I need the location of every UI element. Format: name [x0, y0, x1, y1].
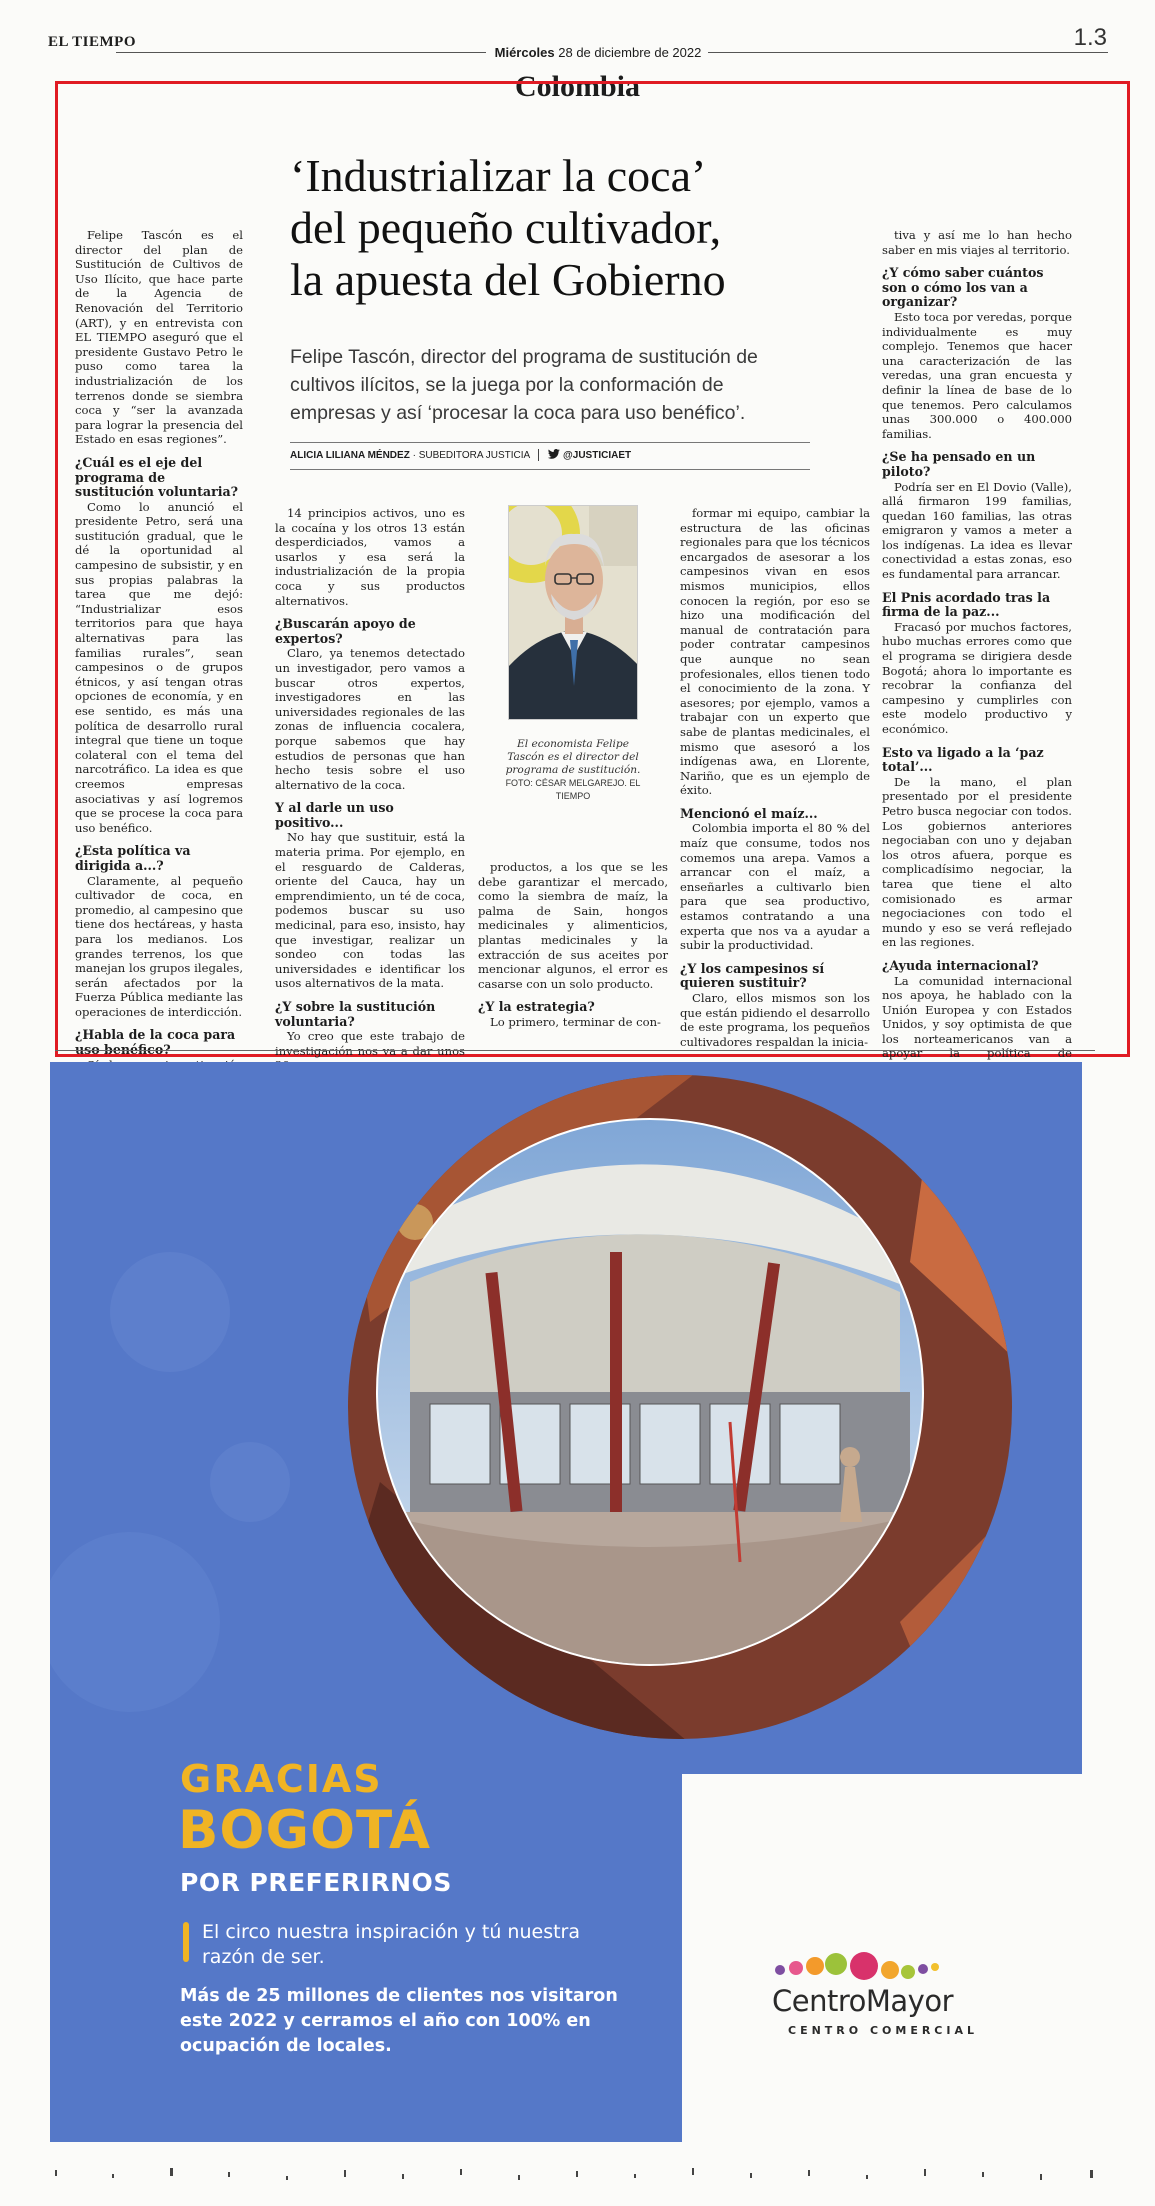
headline-line: del pequeño cultivador,: [290, 202, 722, 253]
question-heading: ¿Habla de la coca para uso benéfico?: [75, 1027, 236, 1058]
answer-paragraph: Como lo anunció el presidente Petro, será una sustitución gradual, que le dé la oportunidad al campesino de subsistir, y en sus propias palabras la tarea que me dejó: “Industrializar esos territorios para que haya alternativas para las familias rurales”, sean campesinos o de grupos étnicos, y así tengan otras opciones de economía, y en ese sentido, es más una política de desarrollo rural integral que tiene un toque colateral con el tema del narcotráfico. La idea es que creemos empresas asociativas y así logremos que se procese la coca para uso benéfico.: [75, 499, 243, 835]
issue-weekday: Miércoles: [494, 45, 555, 60]
byline-divider: [538, 449, 539, 461]
photo-credit: FOTO: CÉSAR MELGAREJO. EL TIEMPO: [505, 778, 641, 801]
article-column-5: [882, 228, 1072, 1076]
question-heading: ¿Esta política va dirigida a...?: [75, 843, 191, 873]
answer-paragraph: De la mano, el plan presentado por el presidente Petro busca negociar con todos. Los gobiernos anteriores negociaban con uno y dejaban los otros afuera, porque es complicadísimo negociar, la tarea que tiene el alto comisionado es armar negociaciones con todo el mundo y eso se verá reflejado en las regiones.: [882, 774, 1072, 950]
ad-stats: Más de 25 millones de clientes nos visitaron este 2022 y cerramos el año con 100% en ocupación de locales.: [180, 1986, 618, 2056]
answer-paragraph: 14 principios activos, uno es la cocaína y los otros 13 están desperdiciados, vamos a usarlos y esa será la industrialización de la propia coca y sus productos alternativos.: [275, 506, 465, 608]
masthead-rule-left: [116, 52, 486, 53]
article-headline: [290, 150, 890, 306]
question-heading: ¿Cuál es el eje del programa de sustitución voluntaria?: [75, 454, 239, 500]
article-deck: Felipe Tascón, director del programa de sustitución de cultivos ilícitos, se la juega por la conformación de empresas y así ‘procesar la coca para uso benéfico’.: [290, 346, 758, 424]
question-heading: ¿Se ha pensado en un piloto?: [882, 449, 1036, 479]
answer-paragraph: Podría ser en El Dovio (Valle), allá firmaron 199 familias, quedan 160 familias, las otras emigraron y vamos a meter a los indígenas. La idea es llevar conectividad a estas zonas, eso es fundamental para arrancar.: [882, 479, 1072, 582]
answer-paragraph: Fracasó por muchos factores, hubo muchas errores como que el programa se dirigiera desde Bogotá; ahora lo importante es recobrar la confianza del campesino y cumplirles con este modelo productivo y económico.: [882, 619, 1072, 736]
answer-paragraph: Lo primero, terminar de con-: [490, 1014, 661, 1029]
answer-paragraph: formar mi equipo, cambiar la estructura de las oficinas regionales para que los técnicos encargados de asesorar a los campesinos vivan en esos mismos municipios, ellos conocen la región, por eso se hizo una modificación del manual de contratación para poder contratar campesinos que aunque no sean profesionales, ellos tienen todo el conocimiento de la zona. Y asesores; por ejemplo, vamos a trabajar con un experto que sabe de plantas medicinales, el mismo que asesoró a los indígenas awa, en Llorente, Nariño, que es un ejemplo de éxito.: [680, 506, 870, 798]
masthead-rule-right: [708, 52, 1108, 53]
question-heading: ¿Buscarán apoyo de expertos?: [275, 616, 416, 646]
ad-mall-illustration: [50, 1062, 1102, 1782]
issue-date: [478, 45, 718, 60]
article-column-2: [275, 506, 465, 1073]
answer-paragraph: Claramente, al pequeño cultivador de coca, en promedio, al campesino que tiene dos hectáreas, y hasta para los medianos. Los grandes terrenos, los que manejan los grupos ilegales, serán afectados por la Fuerza Pública mediante las operaciones de interdicción.: [75, 873, 243, 1019]
question-heading: ¿Ayuda internacional?: [882, 957, 1039, 973]
answer-paragraph: Esto toca por veredas, porque individualmente es muy complejo. Tenemos que hacer una caracterización de las veredas, una gran encuesta y definir la línea de base de lo que tenemos. Pero calculamos unas 300.000 o 400.000 familias.: [882, 309, 1072, 441]
masthead: [48, 24, 1107, 60]
twitter-icon: [548, 450, 563, 461]
article-column-1: [75, 228, 243, 1145]
answer-paragraph: La comunidad internacional nos apoya, he hablado con la Unión Europea y con Estados Unidos, y soy optimista de que los norteamericanos van a apoyar la política de: [882, 973, 1072, 1061]
page-number: 1.3: [1073, 24, 1107, 51]
question-heading: Mencionó el maíz...: [680, 805, 818, 821]
centromayor-logo-text: CentroMayor: [772, 1984, 953, 2018]
newspaper-brand: EL TIEMPO: [48, 34, 136, 50]
centromayor-advertisement: [50, 1062, 1102, 2142]
question-heading: Esto va ligado a la ‘paz total’...: [882, 744, 1044, 775]
ad-bogota: BOGOTÁ: [178, 1800, 432, 1861]
byline-author: ALICIA LILIANA MÉNDEZ: [290, 450, 410, 461]
section-title: Colombia: [514, 70, 640, 103]
question-heading: El Pnis acordado tras la firma de la paz...: [882, 589, 1051, 620]
question-heading: ¿Y cómo saber cuántos son o cómo los van a organizar?: [882, 265, 1044, 310]
question-heading: ¿Y la estrategia?: [478, 999, 595, 1015]
portrait-photo: [508, 505, 638, 720]
scan-specks: [0, 2150, 1155, 2206]
answer-paragraph: Claro, ya tenemos detectado un investigador, pero vamos a buscar otros expertos, investigadores en las universidades regionales de las zonas de influencia cocalera, porque sabemos que hay estudios de personas que han hecho tesis sobre el uso alternativo de la coca.: [275, 646, 465, 792]
answer-paragraph: productos, a los que se les debe garantizar el mercado, como la siembra de maíz, la palma de Sain, hongos medicinales y alimenticios, plantas medicinales y la extracción de sus aceites por mencionar algunos, el error es casarse con un solo producto.: [478, 860, 668, 991]
article-column-4: [680, 506, 870, 1049]
byline-twitter: @JUSTICIAET: [563, 450, 632, 461]
question-heading: ¿Y los campesinos sí quieren sustituir?: [680, 960, 825, 991]
byline-role: · SUBEDITORA JUSTICIA: [412, 450, 530, 461]
page-rule: [55, 1050, 1095, 1051]
centromayor-logo-subtitle: CENTRO COMERCIAL: [788, 2024, 978, 2037]
headline-line: ‘Industrializar la coca’: [290, 150, 707, 201]
ad-preferirnos: POR PREFERIRNOS: [180, 1868, 452, 1897]
headline-line: la apuesta del Gobierno: [290, 254, 726, 305]
answer-paragraph: No hay que sustituir, está la materia prima. Por ejemplo, en el resguardo de Calderas, oriente del Cauca, hay un emprendimiento, un té de coca, podemos buscar su uso medicinal, para eso, insisto, hay que investigar, realizar un sondeo con todas las universidades e identificar los usos alternativos de la mata.: [275, 830, 465, 991]
answer-paragraph: Colombia importa el 80 % del maíz que consume, todos nos comemos una arepa. Vamos a arrancar con el maíz, a enseñarles a cultivarlo bien para que sea productivo, estamos contratando a una experta que nos va a ayudar a subir la productividad.: [680, 821, 870, 953]
issue-date-text: 28 de diciembre de 2022: [558, 45, 702, 60]
photo-caption: [505, 738, 641, 803]
caption-text: El economista Felipe Tascón es el director del programa de sustitución.: [505, 738, 641, 776]
ad-gracias: GRACIAS: [180, 1757, 383, 1801]
byline: [290, 442, 810, 470]
answer-paragraph: Felipe Tascón es el director del plan de Sustitución de Cultivos de Uso Ilícito, que hace parte de la Agencia de Renovación del Territorio (ART), y en entrevista con EL TIEMPO aseguró que el presidente Gustavo Petro le puso como tarea la industrialización de los terrenos donde se siembra coca y “ser la avanzada para lograr la presencia del Estado en esas regiones”.: [75, 228, 243, 447]
question-heading: ¿Y sobre la sustitución voluntaria?: [275, 999, 436, 1029]
ad-accent-bar: [183, 1922, 189, 1962]
article-column-3: [478, 860, 668, 1030]
answer-paragraph: tiva y así me lo han hecho saber en mis viajes al territorio.: [882, 228, 1072, 257]
answer-paragraph: Claro, ellos mismos son los que están pidiendo el desarrollo de este programa, los pequeños cultivadores respaldan la inicia-: [680, 991, 870, 1049]
answer-paragraph: Yo creo que este trabajo de investigación nos va a dar unos: [275, 1029, 465, 1058]
question-heading: Y al darle un uso positivo...: [275, 800, 394, 830]
centromayor-logo-dots: [772, 1948, 992, 1988]
ad-tagline: El circo nuestra inspiración y tú nuestra razón de ser.: [202, 1921, 581, 1968]
